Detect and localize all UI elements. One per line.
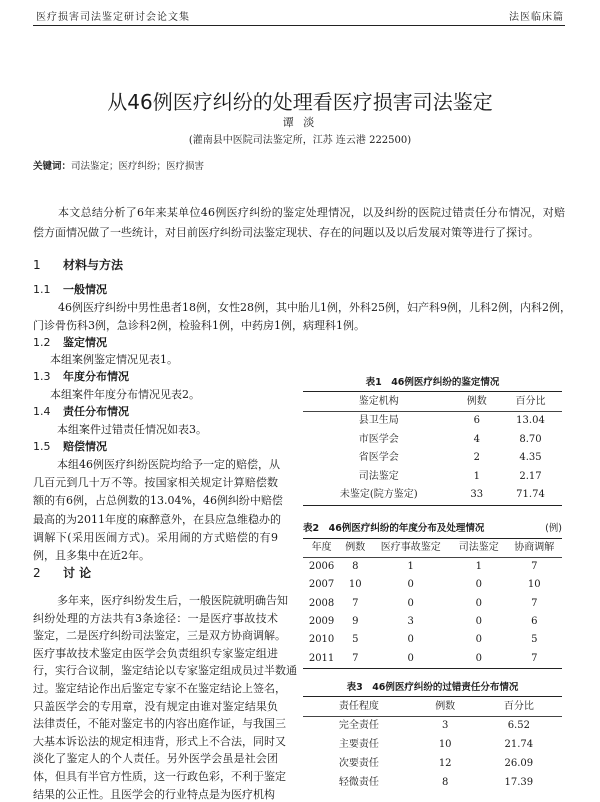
abstract-line: 本文总结分析了6年来某单位46例医疗纠纷的鉴定处理情况，以及纠纷的医院过错责任分布情况，对赔 bbox=[58, 206, 566, 219]
table-row bbox=[303, 486, 562, 505]
running-header-right: 法医临床篇 bbox=[509, 12, 564, 23]
table-cell: 7 bbox=[352, 652, 359, 664]
column-header: 责任程度 bbox=[338, 700, 379, 712]
table-cell: 9 bbox=[352, 616, 359, 628]
table-cell: 17.39 bbox=[504, 776, 534, 788]
table-cell: 未鉴定(院方鉴定) bbox=[339, 489, 418, 501]
table-cell: 2009 bbox=[308, 616, 335, 628]
table-row bbox=[303, 773, 562, 792]
section-1-4-heading: 1.4 责任分布情况 bbox=[33, 405, 129, 418]
table-row bbox=[303, 449, 562, 468]
body-line: 医疗事故技术鉴定由医学会负责组织专家鉴定组进 bbox=[33, 646, 279, 660]
table-cell: 7 bbox=[531, 561, 538, 573]
paper-title: 从46例医疗纠纷的处理看医疗损害司法鉴定 bbox=[107, 90, 493, 114]
header-rule bbox=[33, 25, 565, 26]
column-header: 鉴定机构 bbox=[358, 395, 399, 407]
table-cell: 26.09 bbox=[504, 757, 534, 769]
table-cell: 0 bbox=[475, 616, 482, 628]
table-cell: 5 bbox=[531, 634, 538, 646]
table-cell: 2006 bbox=[308, 561, 335, 573]
table-cell: 1 bbox=[473, 470, 480, 482]
table-cell: 省医学会 bbox=[358, 452, 399, 464]
table-cell: 0 bbox=[407, 634, 414, 646]
table-cell: 0 bbox=[407, 597, 414, 609]
body-line: 淡化了鉴定人的个人责任。另外医学会虽是社会团 bbox=[33, 752, 279, 766]
table-row bbox=[303, 736, 562, 755]
table-cell: 7 bbox=[531, 652, 538, 664]
body-line: 行，实行合议制，鉴定结论以专家鉴定组成员过半数通 bbox=[33, 664, 297, 678]
section-2-heading: 2 讨 论 bbox=[33, 566, 92, 580]
body-line: 法律责任，不能对鉴定书的内容出庭作证，与我国三 bbox=[33, 717, 286, 731]
table-row bbox=[303, 576, 562, 594]
table-3 bbox=[303, 696, 562, 792]
body-line: 结果的公正性。且医学会的行业特点是为医疗机构 bbox=[33, 787, 275, 801]
table-cell: 2 bbox=[473, 452, 480, 464]
column-header: 协商调解 bbox=[514, 542, 555, 553]
affiliation: (灌南县中医院司法鉴定所，江苏 连云港 222500) bbox=[188, 135, 412, 146]
body-line: 例，且多集中在近2年。 bbox=[33, 549, 150, 562]
abstract-line: 偿方面情况做了一些统计，对目前医疗纠纷司法鉴定现状、存在的问题以及以后发展对策等进行了探讨。 bbox=[33, 226, 539, 239]
body-line: 几百元到几十万不等。按国家相关规定计算赔偿数 bbox=[33, 476, 279, 490]
table-cell: 完全责任 bbox=[338, 720, 379, 732]
body-line: 鉴定，二是医疗纠纷司法鉴定，三是双方协商调解。 bbox=[33, 629, 286, 643]
column-header: 百分比 bbox=[515, 395, 546, 407]
table-row bbox=[303, 649, 562, 668]
table-cell: 10 bbox=[438, 739, 452, 751]
table-cell: 2.17 bbox=[519, 470, 542, 482]
column-header: 例数 bbox=[435, 700, 456, 712]
table-cell: 县卫生局 bbox=[358, 415, 399, 427]
table-cell: 0 bbox=[475, 597, 482, 609]
table-2-unit: (例) bbox=[545, 523, 562, 534]
table-cell: 2011 bbox=[308, 652, 335, 664]
table-cell: 轻微责任 bbox=[338, 776, 379, 788]
section-1-heading: 1 材料与方法 bbox=[33, 258, 124, 272]
table-cell: 71.74 bbox=[516, 489, 545, 501]
table-cell: 市医学会 bbox=[358, 433, 399, 445]
column-header: 司法鉴定 bbox=[458, 542, 499, 553]
table-cell: 8.70 bbox=[519, 433, 542, 445]
column-header: 百分比 bbox=[503, 700, 534, 712]
table-cell: 6 bbox=[531, 616, 538, 628]
table-cell: 0 bbox=[407, 579, 414, 591]
keywords bbox=[33, 158, 204, 172]
table-cell: 次要责任 bbox=[338, 757, 379, 769]
body-line: 本组案件过错责任情况如表3。 bbox=[57, 423, 207, 436]
table-cell: 3 bbox=[442, 720, 449, 732]
table-2 bbox=[303, 538, 562, 669]
table-cell: 0 bbox=[475, 579, 482, 591]
table-cell: 2008 bbox=[308, 597, 335, 609]
body-line: 调解下(采用医闹方式)。采用闹的方式赔偿的有9 bbox=[33, 530, 279, 544]
table-cell: 6.52 bbox=[507, 720, 530, 732]
body-line: 46例医疗纠纷中男性患者18例，女性28例，其中胎儿1例，外科25例，妇产科9例，儿科2例，内科2例， bbox=[58, 301, 571, 314]
table-row bbox=[303, 468, 562, 487]
table-cell: 33 bbox=[470, 489, 484, 501]
section-1-2-heading: 1.2 鉴定情况 bbox=[33, 336, 107, 349]
table-row bbox=[303, 431, 562, 450]
table-cell: 7 bbox=[531, 597, 538, 609]
table-cell: 7 bbox=[352, 597, 359, 609]
table-cell: 5 bbox=[352, 634, 359, 646]
table-cell: 10 bbox=[348, 579, 362, 591]
section-1-5-heading: 1.5 赔偿情况 bbox=[33, 440, 107, 453]
body-line: 本组46例医疗纠纷医院均给予一定的赔偿，从 bbox=[57, 458, 280, 471]
keywords-text: 司法鉴定；医疗纠纷；医疗损害 bbox=[71, 161, 205, 172]
table-cell: 21.74 bbox=[504, 739, 534, 751]
table-2-caption bbox=[303, 523, 562, 535]
body-line: 本组案件年度分布情况见表2。 bbox=[50, 388, 200, 401]
body-line: 体，但具有半官方性质，这一行政色彩，不利于鉴定 bbox=[33, 770, 286, 783]
author: 谭 淡 bbox=[282, 116, 318, 129]
table-1 bbox=[303, 391, 562, 506]
table-row bbox=[303, 755, 562, 774]
table-cell: 10 bbox=[527, 579, 541, 591]
table-cell: 12 bbox=[438, 757, 452, 769]
table-cell: 6 bbox=[473, 415, 480, 427]
table-row bbox=[303, 595, 562, 613]
table-cell: 主要责任 bbox=[338, 739, 379, 751]
table-cell: 0 bbox=[475, 634, 482, 646]
body-line: 额的有6例，占总例数的13.04%，46例纠纷中赔偿 bbox=[33, 494, 283, 508]
table-cell: 1 bbox=[407, 561, 414, 573]
body-line: 本组案例鉴定情况见表1。 bbox=[50, 353, 178, 366]
table-cell: 0 bbox=[475, 652, 482, 664]
table-cell: 0 bbox=[407, 652, 414, 664]
body-line: 大基本诉讼法的规定相违背，形式上不合法，同时又 bbox=[33, 734, 286, 748]
table-row bbox=[303, 412, 562, 431]
section-1-1-heading: 1.1 一般情况 bbox=[33, 283, 107, 296]
table-cell: 司法鉴定 bbox=[358, 470, 399, 482]
body-line: 只盖医学会的专用章，没有规定由谁对鉴定结果负 bbox=[33, 699, 279, 713]
body-line: 过。鉴定结论作出后鉴定专家不在鉴定结论上签名， bbox=[33, 682, 286, 695]
table-cell: 4.35 bbox=[519, 452, 542, 464]
table-2-caption-text: 表2 46例医疗纠纷的年度分布及处理情况 bbox=[303, 523, 485, 534]
column-header: 例数 bbox=[345, 542, 366, 553]
column-header: 例数 bbox=[466, 395, 487, 407]
body-line: 多年来，医疗纠纷发生后，一般医院就明确告知 bbox=[57, 594, 288, 607]
table-row bbox=[303, 631, 562, 649]
keywords-label: 关键词： bbox=[33, 161, 72, 172]
table-cell: 13.04 bbox=[516, 415, 545, 427]
table-row bbox=[303, 558, 562, 577]
table-1-caption: 表1 46例医疗纠纷的鉴定情况 bbox=[365, 377, 500, 388]
table-cell: 3 bbox=[407, 616, 414, 628]
table-cell: 4 bbox=[473, 433, 480, 445]
body-line: 纠纷处理的方法共有3条途径：一是医疗事故技术 bbox=[33, 611, 279, 625]
table-cell: 2010 bbox=[308, 634, 335, 646]
column-header: 年度 bbox=[311, 542, 332, 553]
table-cell: 8 bbox=[352, 561, 359, 573]
table-cell: 8 bbox=[442, 776, 449, 788]
running-header-left: 医疗损害司法鉴定研讨会论文集 bbox=[36, 12, 190, 23]
body-line: 门诊骨伤科3例，急诊科2例，检验科1例，中药房1例，病理科1例。 bbox=[33, 319, 365, 332]
table-cell: 2007 bbox=[308, 579, 335, 591]
table-3-caption: 表3 46例医疗纠纷的过错责任分布情况 bbox=[346, 682, 519, 693]
table-cell: 1 bbox=[475, 561, 482, 573]
column-header: 医疗事故鉴定 bbox=[380, 542, 441, 553]
body-line: 最高的为2011年度的麻醉意外，在县应急维稳办的 bbox=[33, 512, 281, 526]
table-row bbox=[303, 717, 562, 736]
table-row bbox=[303, 613, 562, 631]
section-1-3-heading: 1.3 年度分布情况 bbox=[33, 370, 129, 383]
